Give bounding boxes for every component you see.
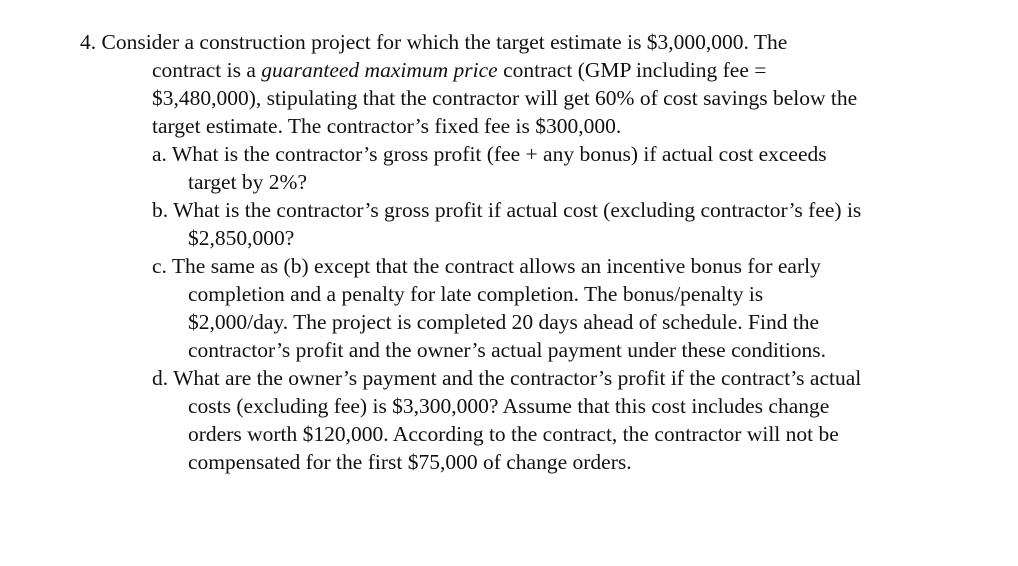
part-c	[80, 252, 980, 364]
part-c-line-4: contractor’s profit and the owner’s actual payment under these conditions.	[188, 338, 827, 362]
part-d-line-2: costs (excluding fee) is $3,300,000? Assume that this cost includes change	[188, 394, 830, 418]
part-a	[80, 140, 980, 196]
problem-intro-line-1: 4. Consider a construction project for which the target estimate is $3,000,000. The	[80, 30, 788, 54]
part-b-line-2: $2,850,000?	[188, 226, 295, 250]
part-a-line-1: a. What is the contractor’s gross profit (fee + any bonus) if actual cost exceeds	[152, 142, 827, 166]
problem-intro-line-4: target estimate. The contractor’s fixed fee is $300,000.	[152, 114, 622, 138]
problem-number: 4.	[80, 30, 97, 54]
part-d-line-1: d. What are the owner’s payment and the contractor’s profit if the contract’s actual	[152, 366, 862, 390]
part-c-line-1: c. The same as (b) except that the contract allows an incentive bonus for early	[152, 254, 821, 278]
problem-intro-line-3: $3,480,000), stipulating that the contractor will get 60% of cost savings below the	[152, 86, 858, 110]
part-c-line-2: completion and a penalty for late completion. The bonus/penalty is	[188, 282, 764, 306]
part-d-line-4: compensated for the first $75,000 of change orders.	[188, 450, 632, 474]
gmp-term: guaranteed maximum price	[261, 58, 498, 82]
part-c-line-3: $2,000/day. The project is completed 20 days ahead of schedule. Find the	[188, 310, 820, 334]
problem-intro-line-2: contract is a guaranteed maximum price contract (GMP including fee =	[152, 58, 767, 82]
part-b-line-1: b. What is the contractor’s gross profit if actual cost (excluding contractor’s fee) is	[152, 198, 862, 222]
part-d-line-3: orders worth $120,000. According to the contract, the contractor will not be	[188, 422, 839, 446]
part-a-line-2: target by 2%?	[188, 170, 308, 194]
part-d	[80, 364, 980, 476]
problem-4	[80, 28, 980, 476]
part-b	[80, 196, 980, 252]
